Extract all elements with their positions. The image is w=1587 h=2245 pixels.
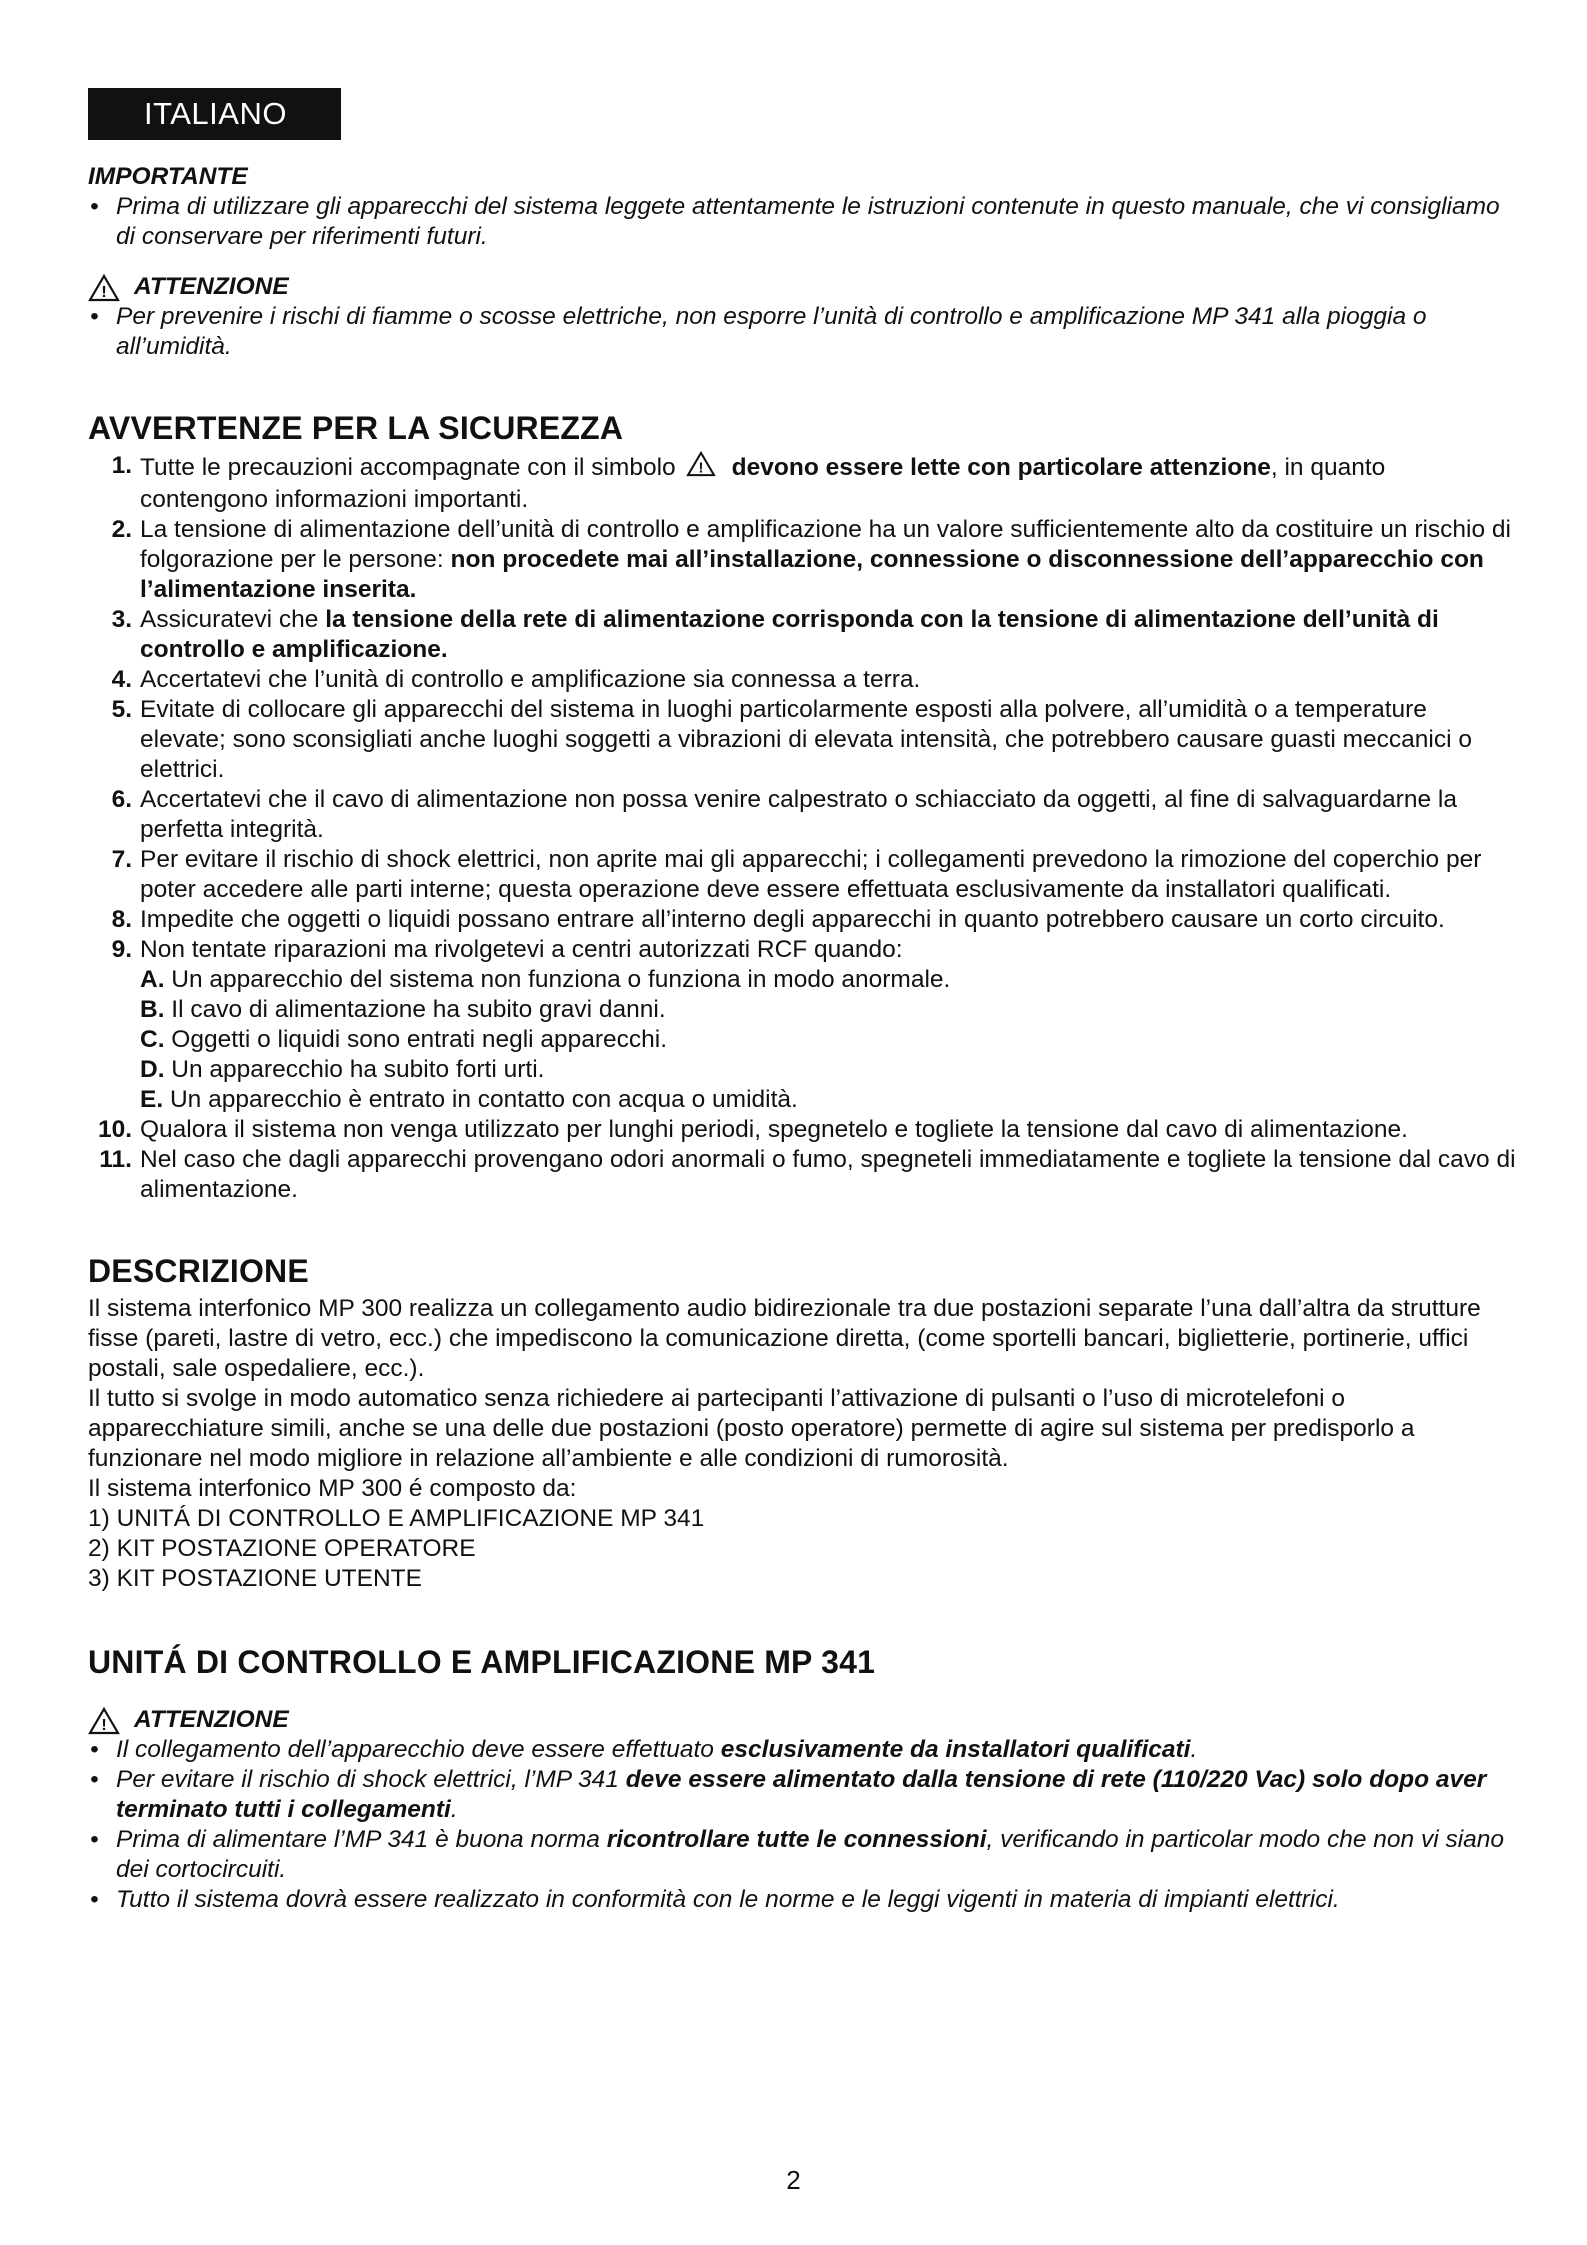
warning-triangle-icon [686, 451, 716, 485]
safety-item [88, 935, 1518, 965]
sicurezza-list [88, 451, 1518, 1205]
safety-item [88, 1115, 1518, 1145]
safety-item-number: 7. [111, 846, 132, 873]
safety-item-number: 3. [111, 606, 132, 633]
unita-warning-title: ATTENZIONE [134, 1706, 289, 1733]
safety-item [88, 665, 1518, 695]
descrizione-paragraph: Il tutto si svolge in modo automatico senza richiedere ai partecipanti l’attivazione di pulsanti o l’uso di microtelefoni o apparecchiature simili, anche se una delle due postazioni (posto operatore) permette di agire sul sistema per predisporlo a funzionare nel modo migliore in relazione all’ambiente e alle condizioni di rumorosità. [88, 1385, 1415, 1472]
safety-item [88, 515, 1518, 605]
safety-item-number: 6. [111, 786, 132, 813]
unita-bullets [88, 1735, 1518, 1915]
safety-sub-letter: E. [140, 1086, 164, 1113]
safety-item-text: Accertatevi che il cavo di alimentazione non possa venire calpestrato o schiacciato da oggetti, al fine di salvaguardarne la perfetta integrità. [140, 786, 1457, 843]
unita-bullet: • Tutto il sistema dovrà essere realizzato in conformità con le norme e le leggi vigenti in materia di impianti elettrici. [88, 1885, 1518, 1915]
safety-item-text: Qualora il sistema non venga utilizzato per lunghi periodi, spegnetelo e togliete la tensione dal cavo di alimentazione. [140, 1116, 1408, 1143]
safety-item-number: 8. [111, 906, 132, 933]
descrizione-body [88, 1294, 1518, 1594]
safety-item-text: Per evitare il rischio di shock elettrici, non aprite mai gli apparecchi; i collegamenti prevedono la rimozione del coperchio per poter accedere alle parti interne; questa operazione deve essere effettuata esclusivamente da installatori qualificati. [140, 846, 1482, 903]
descrizione-heading: DESCRIZIONE [88, 1253, 309, 1289]
safety-item-text: Assicuratevi che la tensione della rete di alimentazione corrisponda con la tensione di alimentazione dell’unità di controllo e amplificazione. [140, 606, 1439, 663]
safety-item [88, 451, 1518, 515]
importante-bullet: • Prima di utilizzare gli apparecchi del sistema leggete attentamente le istruzioni contenute in questo manuale, che vi consigliamo di conservare per riferimenti futuri. [88, 192, 1518, 252]
safety-sub-item: A. Un apparecchio del sistema non funziona o funziona in modo anormale. [140, 966, 951, 993]
safety-item-text: Nel caso che dagli apparecchi provengano odori anormali o fumo, spegneteli immediatamente e togliete la tensione dal cavo di alimentazione. [140, 1146, 1516, 1203]
unita-warning-header [88, 1705, 1518, 1735]
safety-item-text: La tensione di alimentazione dell’unità di controllo e amplificazione ha un valore sufficientemente alto da costituire un rischio di folgorazione per le persone: non procedete mai all’installazione, connessione o disconnessione dell’apparecchio con l’alimentazione inserita. [140, 516, 1511, 603]
safety-item-number: 11. [99, 1146, 132, 1173]
composition-item: 1) UNITÁ DI CONTROLLO E AMPLIFICAZIONE MP 341 [88, 1505, 705, 1532]
composition-item: 3) KIT POSTAZIONE UTENTE [88, 1565, 422, 1592]
safety-item-text: Impedite che oggetti o liquidi possano entrare all’interno degli apparecchi in quanto potrebbero causare un corto circuito. [140, 906, 1445, 933]
safety-item-number: 2. [111, 516, 132, 543]
safety-sub-item: C. Oggetti o liquidi sono entrati negli apparecchi. [140, 1026, 668, 1053]
safety-item-number: 10. [97, 1116, 132, 1143]
safety-item-text: Accertatevi che l’unità di controllo e amplificazione sia connessa a terra. [140, 666, 921, 693]
safety-sub-letter: C. [140, 1026, 165, 1053]
descrizione-section [88, 1253, 1518, 1594]
descrizione-paragraph: Il sistema interfonico MP 300 realizza un collegamento audio bidirezionale tra due postazioni separate l’una dall’altra da strutture fisse (pareti, lastre di vetro, ecc.) che impediscono la comunicazione diretta, (come sportelli bancari, biglietterie, portinerie, uffici postali, sale ospedaliere, ecc.). [88, 1295, 1481, 1382]
safety-item [88, 605, 1518, 665]
svg-text:!: ! [101, 284, 107, 301]
safety-item [88, 905, 1518, 935]
unita-section [88, 1644, 1518, 1915]
attenzione-section [88, 272, 1518, 362]
unita-warning [88, 1705, 1518, 1915]
safety-sub-letter: B. [140, 996, 165, 1023]
safety-item-text: Non tentate riparazioni ma rivolgetevi a centri autorizzati RCF quando: [140, 936, 903, 963]
safety-item [88, 785, 1518, 845]
safety-item-text: Evitate di collocare gli apparecchi del sistema in luoghi particolarmente esposti alla polvere, all’umidità o a temperature elevate; sono sconsigliati anche luoghi soggetti a vibrazioni di elevata intensità, che potrebbero causare guasti meccanici o elettrici. [140, 696, 1472, 783]
unita-bullet-bold: esclusivamente da installatori qualificati [720, 1736, 1191, 1763]
safety-sub-letter: A. [140, 966, 165, 993]
unita-bullet-bold: deve essere alimentato dalla tensione di rete (110/220 Vac) solo dopo aver terminato tutti i collegamenti [116, 1766, 1487, 1823]
safety-item [88, 1145, 1518, 1205]
safety-item-text: Tutte le precauzioni accompagnate con il simbolo ! devono essere lette con particolare attenzione, in quanto contengono informazioni importanti. [140, 454, 1385, 513]
safety-item-bold: la tensione della rete di alimentazione corrisponda con la tensione di alimentazione dell’unità di controllo e amplificazione. [140, 606, 1439, 663]
safety-sub-letter: D. [140, 1056, 165, 1083]
attenzione-bullet: • Per prevenire i rischi di fiamme o scosse elettriche, non esporre l’unità di controllo e amplificazione MP 341 alla pioggia o all’umidità. [88, 302, 1518, 362]
safety-sub-item: B. Il cavo di alimentazione ha subito gravi danni. [140, 996, 666, 1023]
safety-item [88, 845, 1518, 905]
safety-sub-item: E. Un apparecchio è entrato in contatto con acqua o umidità. [140, 1086, 798, 1113]
attenzione-header [88, 272, 1518, 302]
safety-item-number: 9. [111, 936, 132, 963]
svg-text:!: ! [101, 1717, 107, 1734]
descrizione-paragraph: Il sistema interfonico MP 300 é composto da: [88, 1475, 577, 1502]
warning-triangle-icon [88, 1707, 120, 1735]
safety-item-bold: non procedete mai all’installazione, connessione o disconnessione dell’apparecchio con l’alimentazione inserita. [140, 546, 1484, 603]
unita-bullet: • Prima di alimentare l’MP 341 è buona norma ricontrollare tutte le connessioni, verificando in particolar modo che non vi siano dei cortocircuiti. [88, 1825, 1518, 1885]
sicurezza-heading: AVVERTENZE PER LA SICUREZZA [88, 410, 624, 446]
safety-item [88, 695, 1518, 785]
composition-item: 2) KIT POSTAZIONE OPERATORE [88, 1535, 476, 1562]
manual-page [88, 88, 1518, 1915]
svg-text:!: ! [698, 460, 704, 477]
page-number: 2 [786, 2165, 801, 2195]
importante-title: IMPORTANTE [88, 163, 248, 190]
attenzione-title: ATTENZIONE [134, 273, 289, 300]
safety-item-bold: devono essere lette con particolare attenzione [731, 454, 1271, 481]
language-tab: ITALIANO [88, 88, 341, 140]
unita-bullet: • Per evitare il rischio di shock elettrici, l’MP 341 deve essere alimentato dalla tensione di rete (110/220 Vac) solo dopo aver terminato tutti i collegamenti. [88, 1765, 1518, 1825]
importante-section [88, 162, 1518, 252]
safety-item-number: 1. [111, 452, 132, 479]
unita-bullet: • Il collegamento dell’apparecchio deve essere effettuato esclusivamente da installatori qualificati. [88, 1735, 1518, 1765]
safety-item-number: 4. [111, 666, 132, 693]
unita-bullet-bold: ricontrollare tutte le connessioni [606, 1826, 987, 1853]
warning-triangle-icon [88, 274, 120, 302]
unita-heading: UNITÁ DI CONTROLLO E AMPLIFICAZIONE MP 341 [88, 1644, 876, 1680]
safety-sub-item: D. Un apparecchio ha subito forti urti. [140, 1056, 545, 1083]
safety-item-number: 5. [111, 696, 132, 723]
sicurezza-section [88, 410, 1518, 1205]
